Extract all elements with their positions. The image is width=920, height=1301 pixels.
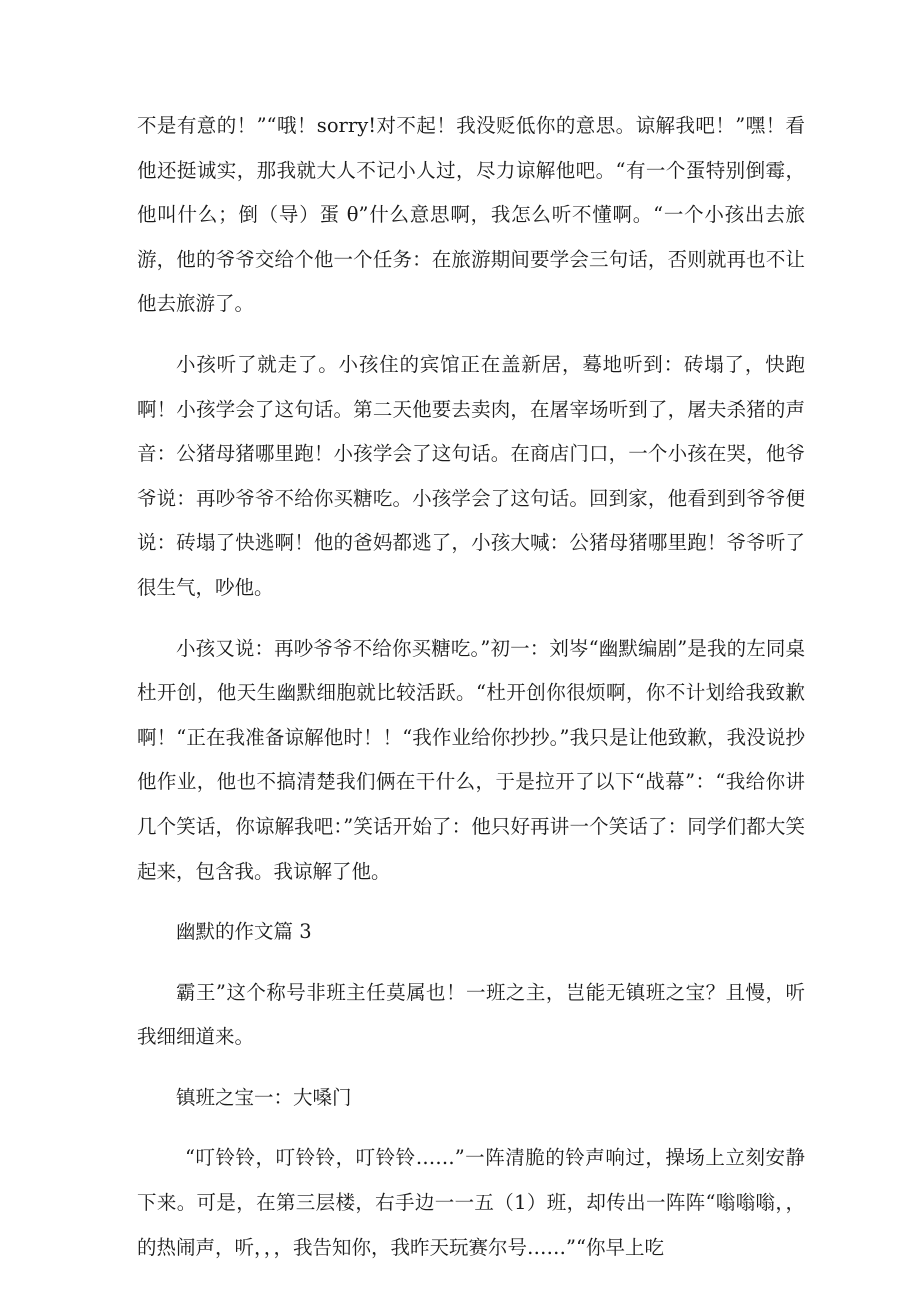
paragraph-4: 霸王”这个称号非班主任莫属也！一班之主，岂能无镇班之宝？且慢，听我细细道来。 [137, 980, 805, 1049]
paragraph-1: 不是有意的！”“哦！sorry!对不起！我没贬低你的意思。谅解我吧！”嘿！看他还挺诚实，那我就大人不记小人过，尽力谅解他吧。“有一个蛋特别倒霉，他叫什么；倒（导）蛋 θ”什么意思啊，我怎么听不懂啊。“一个小孩出去旅游，他的爷爷交给个他一个任务：在旅游期间要学会三句话，否则就再也不让他去旅游了。 [137, 114, 805, 316]
section-heading: 幽默的作文篇 3 [176, 920, 312, 944]
paragraph-5: “叮铃铃，叮铃铃，叮铃铃……”一阵清脆的铃声响过，操场上立刻安静下来。可是，在第三层楼，右手边一一五（1）班，却传出一阵阵“嗡嗡嗡，，的热闹声，听，，，我告知你，我昨天玩赛尔号……”“你早上吃 [137, 1146, 805, 1259]
document-body [137, 104, 805, 1286]
paragraph-2: 小孩听了就走了。小孩住的宾馆正在盖新居，蓦地听到：砖塌了，快跑啊！小孩学会了这句话。第二天他要去卖肉，在屠宰场听到了，屠夫杀猪的声音：公猪母猪哪里跑！小孩学会了这句话。在商店门口，一个小孩在哭，他爷爷说：再吵爷爷不给你买糖吃。小孩学会了这句话。回到家，他看到到爷爷便说：砖塌了快逃啊！他的爸妈都逃了，小孩大喊：公猪母猪哪里跑！爷爷听了很生气，吵他。 [137, 352, 805, 599]
paragraph-3: 小孩又说：再吵爷爷不给你买糖吃。”初一：刘岑“幽默编剧”是我的左同桌杜开创，他天生幽默细胞就比较活跃。“杜开创你很烦啊，你不计划给我致歉啊！“正在我准备谅解他时！！“我作业给你抄抄。”我只是让他致歉，我没说抄他作业，他也不搞清楚我们俩在干什么，于是拉开了以下“战幕”：“我给你讲几个笑话，你谅解我吧：”笑话开始了：他只好再讲一个笑话了：同学们都大笑起来，包含我。我谅解了他。 [137, 636, 805, 883]
subsection-heading: 镇班之宝一：大嗓门 [176, 1085, 352, 1109]
